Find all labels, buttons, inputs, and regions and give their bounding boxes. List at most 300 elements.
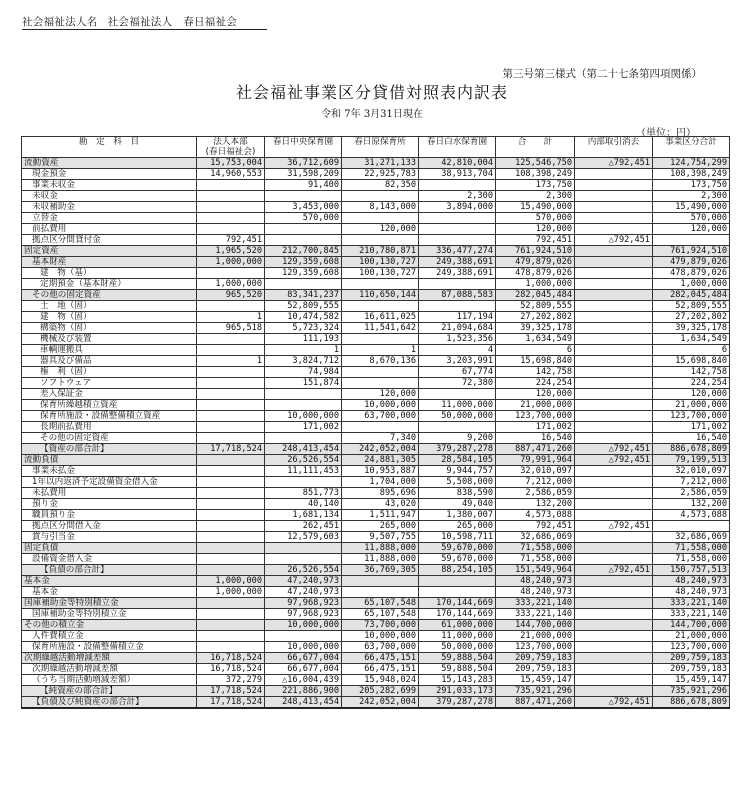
table-row [22,235,730,246]
amount-cell: 71,558,000 [496,543,575,554]
amount-cell: 173,750 [653,180,730,191]
amount-cell: 478,879,026 [653,268,730,279]
table-row [22,510,730,521]
account-label: 基本金 [22,587,197,598]
account-label: 【純資産の部合計】 [22,686,197,697]
amount-cell: 120,000 [653,224,730,235]
amount-cell [197,301,265,312]
amount-cell [197,345,265,356]
amount-cell: 886,678,809 [653,444,730,455]
amount-cell: 9,200 [419,433,496,444]
amount-cell [419,389,496,400]
amount-cell: 2,300 [496,191,575,202]
amount-cell [197,499,265,510]
amount-cell: 97,968,923 [265,609,342,620]
amount-cell: 48,240,973 [653,576,730,587]
col-header-kasuga-chuo: 春日中央保育園 [265,137,342,158]
amount-cell [575,356,653,367]
amount-cell [265,389,342,400]
amount-cell: 132,200 [496,499,575,510]
amount-cell [575,576,653,587]
account-label: 立替金 [22,213,197,224]
amount-cell: 965,518 [197,323,265,334]
amount-cell [342,367,419,378]
amount-cell: △792,451 [575,521,653,532]
amount-cell: 478,879,026 [496,268,575,279]
amount-cell [419,301,496,312]
amount-cell: 111,193 [265,334,342,345]
table-row [22,378,730,389]
account-label: 器具及び備品 [22,356,197,367]
amount-cell [575,312,653,323]
amount-cell [575,257,653,268]
amount-cell: 16,540 [653,433,730,444]
amount-cell [653,235,730,246]
table-row [22,158,730,169]
amount-cell: 10,000,000 [265,620,342,631]
amount-cell: 61,000,000 [419,620,496,631]
amount-cell: 887,471,260 [496,444,575,455]
amount-cell: 570,000 [265,213,342,224]
amount-cell [575,642,653,653]
amount-cell: 26,526,554 [265,455,342,466]
amount-cell: 333,221,140 [496,598,575,609]
amount-cell: 212,700,845 [265,246,342,257]
amount-cell [265,400,342,411]
amount-cell [265,191,342,202]
table-row [22,444,730,455]
amount-cell [575,664,653,675]
amount-cell [419,235,496,246]
amount-cell [575,400,653,411]
amount-cell [265,433,342,444]
amount-cell: △792,451 [575,235,653,246]
amount-cell: 66,677,004 [265,653,342,664]
amount-cell: 6 [496,345,575,356]
account-label: 拠点区分間借入金 [22,521,197,532]
amount-cell: △16,004,439 [265,675,342,686]
amount-cell: 123,700,000 [653,642,730,653]
amount-cell: 120,000 [496,389,575,400]
account-label: その他の固定資産 [22,290,197,301]
amount-cell: 838,590 [419,488,496,499]
amount-cell [342,191,419,202]
account-label: 設備資金借入金 [22,554,197,565]
amount-cell: 3,453,000 [265,202,342,213]
table-row [22,477,730,488]
amount-cell: 8,670,136 [342,356,419,367]
amount-cell [197,532,265,543]
form-number: 第三号第三様式（第二十七条第四項関係） [502,68,702,80]
amount-cell: 83,341,237 [265,290,342,301]
amount-cell: 209,759,183 [496,653,575,664]
amount-cell [197,521,265,532]
amount-cell: 479,879,026 [653,257,730,268]
amount-cell [575,609,653,620]
amount-cell: 15,459,147 [653,675,730,686]
amount-cell: 221,886,900 [265,686,342,697]
amount-cell: 21,000,000 [653,400,730,411]
amount-cell: 4 [419,345,496,356]
amount-cell [575,477,653,488]
table-row [22,411,730,422]
amount-cell: 15,490,000 [496,202,575,213]
unit-label: （単位：円） [636,128,696,139]
amount-cell: 8,143,000 [342,202,419,213]
table-row [22,675,730,686]
amount-cell: 48,240,973 [653,587,730,598]
amount-cell: 11,000,000 [419,631,496,642]
amount-cell: 282,045,484 [496,290,575,301]
amount-cell: 59,670,000 [419,543,496,554]
amount-cell: △792,451 [575,697,653,709]
amount-cell: 224,254 [496,378,575,389]
amount-cell: 132,200 [653,499,730,510]
amount-cell: 1 [197,312,265,323]
amount-cell: 16,718,524 [197,653,265,664]
amount-cell [265,477,342,488]
amount-cell [197,565,265,576]
amount-cell: 333,221,140 [496,609,575,620]
amount-cell [575,466,653,477]
amount-cell [197,477,265,488]
amount-cell: 129,359,608 [265,268,342,279]
amount-cell: 71,558,000 [653,554,730,565]
amount-cell: 110,650,144 [342,290,419,301]
amount-cell [265,279,342,290]
account-label: 保育所施設・設備整備積立金 [22,642,197,653]
amount-cell [265,631,342,642]
amount-cell: △792,451 [575,455,653,466]
table-row [22,202,730,213]
account-label: 基本金 [22,576,197,587]
amount-cell: 11,111,453 [265,466,342,477]
account-label: 保育所繰越積立資産 [22,400,197,411]
amount-cell: 79,991,964 [496,455,575,466]
amount-cell: 21,000,000 [496,400,575,411]
amount-cell: 74,984 [265,367,342,378]
amount-cell: 170,144,669 [419,598,496,609]
amount-cell: 22,925,783 [342,169,419,180]
amount-cell: 10,000,000 [342,631,419,642]
amount-cell: 91,400 [265,180,342,191]
amount-cell: 120,000 [342,389,419,400]
amount-cell: 108,398,249 [653,169,730,180]
amount-cell: 88,254,105 [419,565,496,576]
amount-cell [575,598,653,609]
amount-cell [265,235,342,246]
amount-cell: 265,000 [342,521,419,532]
amount-cell: 9,944,757 [419,466,496,477]
amount-cell [197,554,265,565]
amount-cell: 120,000 [342,224,419,235]
amount-cell: 1,000,000 [653,279,730,290]
amount-cell: 63,700,000 [342,411,419,422]
amount-cell: 209,759,183 [653,653,730,664]
corporation-name-line [22,14,267,30]
table-row [22,257,730,268]
amount-cell [575,532,653,543]
amount-cell [197,455,265,466]
amount-cell: 123,700,000 [496,411,575,422]
table-row [22,224,730,235]
amount-cell: 1,000,000 [197,587,265,598]
table-row [22,598,730,609]
table-row [22,323,730,334]
amount-cell: 87,088,583 [419,290,496,301]
amount-cell: 72,380 [419,378,496,389]
amount-cell: 66,677,004 [265,664,342,675]
amount-cell [342,587,419,598]
account-label: その他の積立金 [22,620,197,631]
amount-cell: 17,718,524 [197,686,265,697]
amount-cell [342,334,419,345]
amount-cell: 16,718,524 [197,664,265,675]
table-row [22,664,730,675]
table-row [22,279,730,290]
amount-cell: 124,754,299 [653,158,730,169]
amount-cell: 71,558,000 [653,543,730,554]
amount-cell: 10,000,000 [342,400,419,411]
amount-cell [575,631,653,642]
amount-cell: 7,212,000 [653,477,730,488]
amount-cell [419,180,496,191]
amount-cell: 50,000,000 [419,642,496,653]
amount-cell: 11,000,000 [419,400,496,411]
account-label: 未収金 [22,191,197,202]
amount-cell: 144,700,000 [496,620,575,631]
amount-cell [197,191,265,202]
table-row [22,268,730,279]
col-header-account: 勘 定 科 目 [22,137,197,158]
amount-cell [197,202,265,213]
amount-cell: 173,750 [496,180,575,191]
table-row [22,620,730,631]
amount-cell: 117,194 [419,312,496,323]
amount-cell [197,642,265,653]
account-label: 現金預金 [22,169,197,180]
amount-cell: 48,240,973 [496,576,575,587]
amount-cell: △792,451 [575,444,653,455]
table-row [22,565,730,576]
amount-cell: 151,549,964 [496,565,575,576]
amount-cell: 1,965,520 [197,246,265,257]
account-label: 【負債及び純資産の部合計】 [22,697,197,709]
amount-cell: 38,913,704 [419,169,496,180]
amount-cell [197,620,265,631]
col-header-segment-total: 事業区分合計 [653,137,730,158]
account-label: 次期繰越活動増減差額 [22,664,197,675]
account-label: 拠点区分間貸付金 [22,235,197,246]
account-label: 基本財産 [22,257,197,268]
amount-cell: 42,810,004 [419,158,496,169]
account-label: 【負債の部合計】 [22,565,197,576]
amount-cell [575,246,653,257]
amount-cell: 82,350 [342,180,419,191]
corporation-name: 社会福祉法人 春日福祉会 [107,16,238,28]
table-row [22,169,730,180]
account-label: 長期前払費用 [22,422,197,433]
amount-cell: 3,894,000 [419,202,496,213]
amount-cell: 1 [265,345,342,356]
amount-cell: 570,000 [496,213,575,224]
amount-cell [575,620,653,631]
amount-cell: 63,700,000 [342,642,419,653]
account-label: 国庫補助金等特別積立金 [22,598,197,609]
amount-cell: 2,586,059 [496,488,575,499]
amount-cell: 123,700,000 [496,642,575,653]
col-header-hq-name: 法人本部 [213,137,248,147]
amount-cell: 3,824,712 [265,356,342,367]
table-row [22,587,730,598]
amount-cell: 895,696 [342,488,419,499]
col-header-kasugabaru: 春日原保育所 [342,137,419,158]
amount-cell: 7,212,000 [496,477,575,488]
amount-cell: 66,475,151 [342,653,419,664]
amount-cell: 123,700,000 [653,411,730,422]
amount-cell: 12,579,603 [265,532,342,543]
amount-cell: 120,000 [496,224,575,235]
amount-cell: 21,094,684 [419,323,496,334]
amount-cell [575,675,653,686]
table-row [22,576,730,587]
account-label: 建 物（基） [22,268,197,279]
amount-cell: 336,477,274 [419,246,496,257]
amount-cell: 15,948,024 [342,675,419,686]
amount-cell: 282,045,484 [653,290,730,301]
amount-cell: 170,144,669 [419,609,496,620]
amount-cell: 1,681,134 [265,510,342,521]
amount-cell: 27,202,802 [653,312,730,323]
amount-cell: 1,000,000 [496,279,575,290]
amount-cell: 291,033,173 [419,686,496,697]
amount-cell: 73,700,000 [342,620,419,631]
amount-cell [197,268,265,279]
amount-cell: 36,769,305 [342,565,419,576]
amount-cell [197,400,265,411]
account-label: 固定資産 [22,246,197,257]
account-label: その他の固定資産 [22,433,197,444]
table-row [22,609,730,620]
amount-cell: 49,040 [419,499,496,510]
amount-cell [265,543,342,554]
amount-cell: 71,558,000 [496,554,575,565]
amount-cell: 59,888,504 [419,664,496,675]
table-row [22,246,730,257]
table-row [22,521,730,532]
amount-cell [575,301,653,312]
amount-cell: 1 [342,345,419,356]
amount-cell: 21,000,000 [653,631,730,642]
amount-cell: 209,759,183 [653,664,730,675]
amount-cell [342,213,419,224]
document-title: 社会福祉事業区分貸借対照表内訳表 [235,83,508,102]
amount-cell: 792,451 [496,235,575,246]
amount-cell: 1,634,549 [496,334,575,345]
col-header-internal-elimination: 内部取引消去 [575,137,653,158]
amount-cell: 379,287,278 [419,697,496,709]
amount-cell: 1,704,000 [342,477,419,488]
account-label: 車輌運搬具 [22,345,197,356]
amount-cell [575,587,653,598]
amount-cell: △792,451 [575,565,653,576]
amount-cell [575,169,653,180]
amount-cell [575,389,653,400]
amount-cell: 125,546,750 [496,158,575,169]
amount-cell [575,202,653,213]
table-row [22,532,730,543]
amount-cell: 32,010,097 [653,466,730,477]
table-row [22,554,730,565]
amount-cell: 1,000,000 [197,257,265,268]
amount-cell [575,554,653,565]
amount-cell [197,510,265,521]
table-row [22,686,730,697]
account-label: 事業未収金 [22,180,197,191]
amount-cell [575,224,653,235]
amount-cell: 43,020 [342,499,419,510]
amount-cell: 1,380,007 [419,510,496,521]
amount-cell: 4,573,088 [496,510,575,521]
amount-cell [575,510,653,521]
account-label: 土 地（固） [22,301,197,312]
amount-cell [575,499,653,510]
amount-cell: 6 [653,345,730,356]
amount-cell: 887,471,260 [496,697,575,709]
amount-cell [575,488,653,499]
amount-cell [197,367,265,378]
amount-cell: 10,953,887 [342,466,419,477]
account-label: 賞与引当金 [22,532,197,543]
table-row [22,180,730,191]
amount-cell: 249,388,691 [419,257,496,268]
amount-cell [575,378,653,389]
amount-cell [419,213,496,224]
col-header-total: 合 計 [496,137,575,158]
account-label: 事業未払金 [22,466,197,477]
amount-cell: 142,758 [653,367,730,378]
account-label: 流動負債 [22,455,197,466]
amount-cell: 100,130,727 [342,257,419,268]
amount-cell: 28,584,105 [419,455,496,466]
table-row [22,697,730,709]
amount-cell [197,598,265,609]
amount-cell: 249,388,691 [419,268,496,279]
col-header-hq-sub: (春日福祉会) [205,147,256,157]
amount-cell: 59,670,000 [419,554,496,565]
amount-cell [197,631,265,642]
col-header-kasuga-hakusui: 春日白水保育園 [419,137,496,158]
table-row [22,312,730,323]
account-label: （うち当期活動増減差額） [22,675,197,686]
table-row [22,191,730,202]
amount-cell: 11,888,000 [342,554,419,565]
amount-cell: 17,718,524 [197,444,265,455]
amount-cell [197,433,265,444]
amount-cell: 2,300 [419,191,496,202]
amount-cell: 372,279 [197,675,265,686]
amount-cell: 1,634,549 [653,334,730,345]
amount-cell: 39,325,178 [496,323,575,334]
table-row [22,631,730,642]
table-row [22,389,730,400]
amount-cell: 10,474,582 [265,312,342,323]
amount-cell [342,279,419,290]
amount-cell: 50,000,000 [419,411,496,422]
amount-cell [575,323,653,334]
amount-cell [197,378,265,389]
amount-cell: 144,700,000 [653,620,730,631]
